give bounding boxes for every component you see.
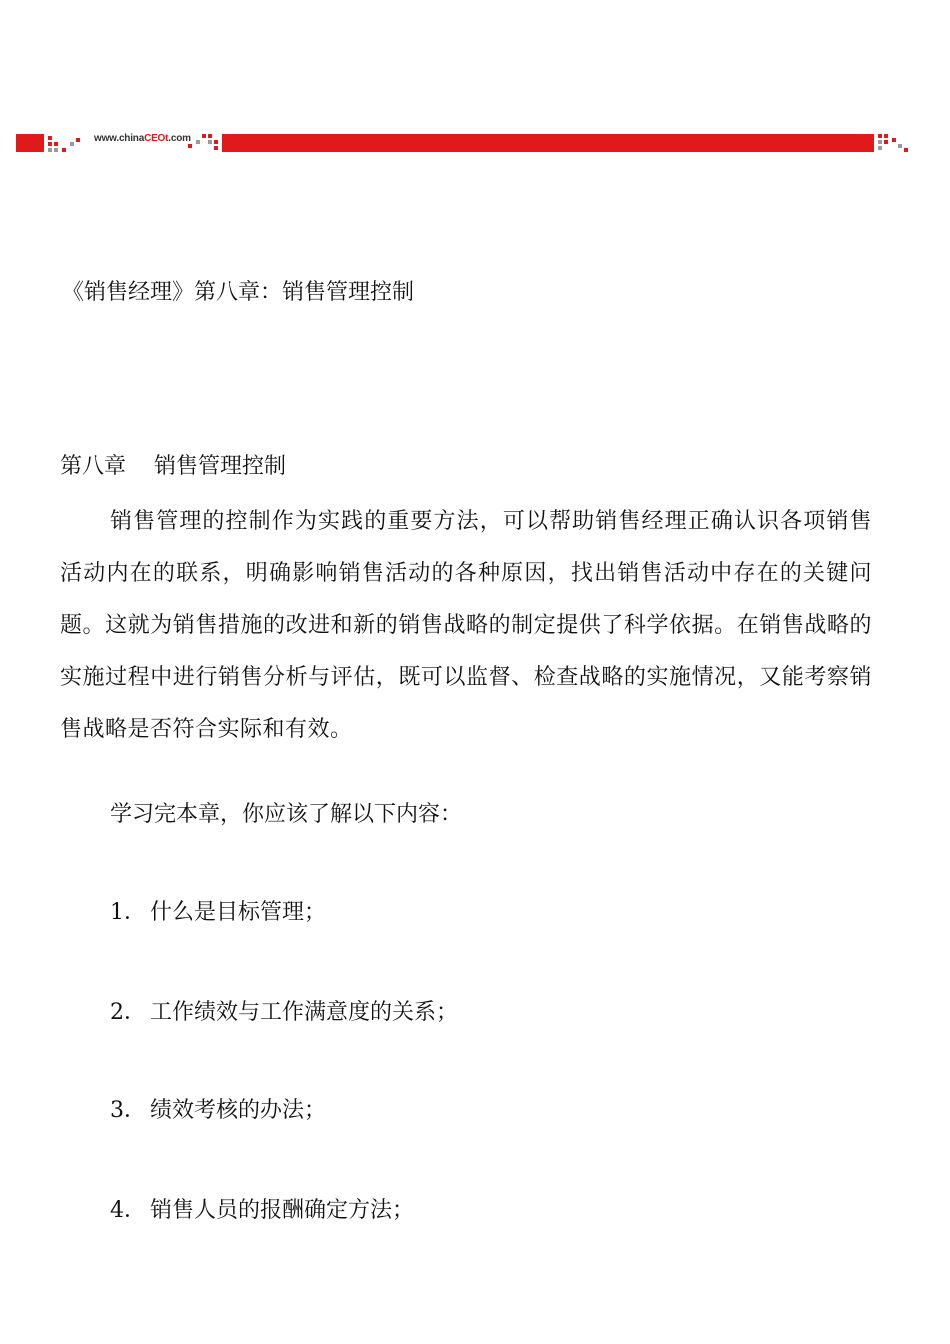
- banner-pixel: [878, 134, 882, 138]
- banner-pixel: [48, 136, 52, 140]
- logo-brand: CEOt: [144, 133, 169, 144]
- banner-pixel: [884, 134, 888, 138]
- logo-suffix: .com: [168, 133, 191, 144]
- list-item-number: 1．: [110, 900, 146, 925]
- list-item: [110, 896, 326, 930]
- learning-objectives-lead: 学习完本章，你应该了解以下内容：: [110, 802, 463, 827]
- banner-pixel: [202, 134, 206, 138]
- banner-pixel: [70, 142, 74, 146]
- banner-pixel: [188, 144, 192, 148]
- banner-pixel: [878, 140, 882, 144]
- list-item-number: 4．: [110, 1198, 146, 1223]
- intro-paragraph: 销售管理的控制作为实践的重要方法，可以帮助销售经理正确认识各项销售活动内在的联系，明确影响销售活动的各种原因，找出销售活动中存在的关键问题。这就为销售措施的改进和新的销售战略的制定提供了科学依据。在销售战略的实施过程中进行销售分析与评估，既可以监督、检查战略的实施情况，又能考察销售战略是否符合实际和有效。: [60, 509, 872, 742]
- banner-pixel: [208, 140, 212, 144]
- banner-pixel: [54, 148, 58, 152]
- header-banner: [16, 130, 910, 154]
- list-item-text: 工作绩效与工作满意度的关系；: [150, 1000, 459, 1025]
- banner-pixel: [54, 142, 58, 146]
- site-logo: [94, 133, 191, 144]
- banner-pixel: [48, 148, 52, 152]
- banner-pixel: [48, 142, 52, 146]
- list-item-text: 绩效考核的办法；: [150, 1098, 327, 1123]
- list-item-number: 3．: [110, 1098, 146, 1123]
- banner-bar-main: [222, 134, 874, 152]
- banner-pixel: [196, 140, 200, 144]
- list-item-number: 2．: [110, 1000, 146, 1025]
- banner-pixel: [208, 134, 212, 138]
- banner-bar-left: [16, 134, 44, 152]
- banner-pixel: [884, 140, 888, 144]
- banner-pixel: [892, 138, 896, 142]
- document-title: 《销售经理》第八章：销售管理控制: [62, 280, 415, 305]
- chapter-heading: 第八章 销售管理控制: [60, 454, 286, 479]
- banner-pixel: [76, 138, 80, 142]
- banner-pixel: [214, 146, 218, 150]
- list-item-text: 销售人员的报酬确定方法；: [150, 1198, 415, 1223]
- banner-pixel: [878, 146, 882, 150]
- banner-pixel: [214, 140, 218, 144]
- list-item: [110, 996, 458, 1030]
- list-item: [110, 1194, 414, 1228]
- logo-prefix: www.china: [94, 133, 145, 144]
- banner-pixel: [898, 144, 902, 148]
- banner-pixel: [62, 148, 66, 152]
- list-item: [110, 1094, 326, 1128]
- list-item-text: 什么是目标管理；: [150, 900, 327, 925]
- banner-pixel: [904, 148, 908, 152]
